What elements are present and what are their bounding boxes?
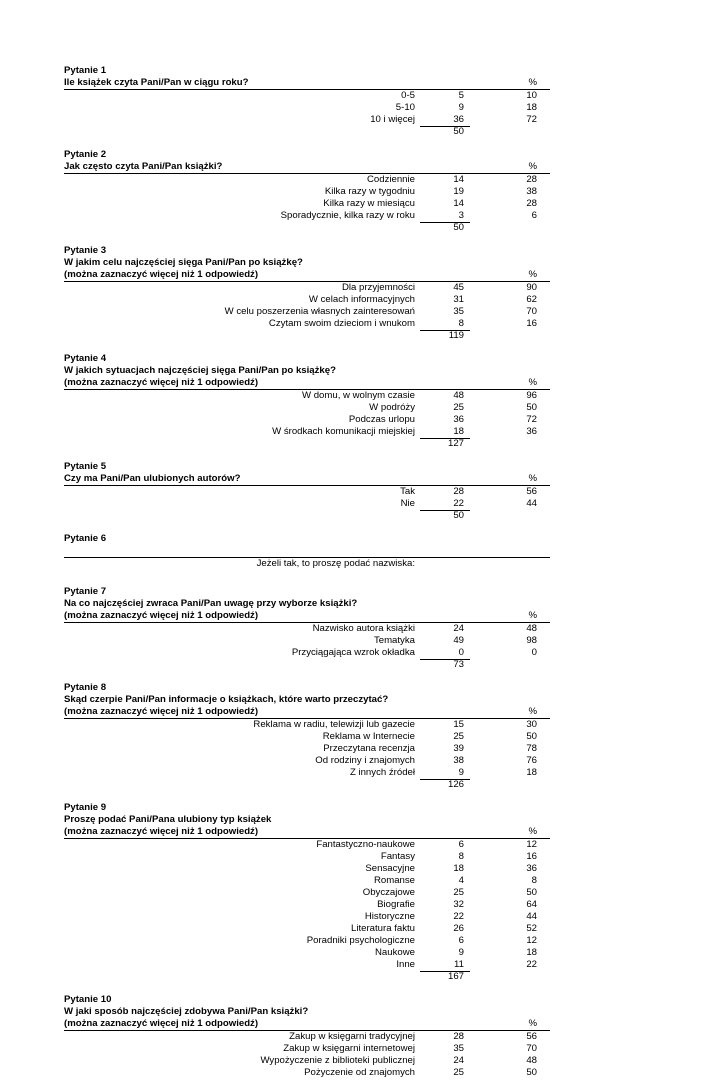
- question-header-row: [64, 473, 550, 486]
- answer-percent: 44: [526, 498, 537, 509]
- answer-row: [64, 498, 550, 510]
- percent-header: %: [528, 77, 537, 88]
- answer-label: Biografie: [377, 899, 415, 910]
- answer-row: [64, 390, 550, 402]
- answer-row: [64, 186, 550, 198]
- answer-percent: 18: [526, 947, 537, 958]
- total-row: [64, 510, 550, 522]
- total-row: [64, 659, 550, 671]
- answer-label: Reklama w Internecie: [322, 731, 415, 742]
- answer-total: 119: [448, 330, 464, 341]
- question-section: [64, 586, 550, 682]
- answer-row: [64, 402, 550, 414]
- total-row: [64, 438, 550, 450]
- answer-count: 32: [453, 899, 464, 910]
- answer-percent: 44: [526, 911, 537, 922]
- answer-label: Przyciągająca wzrok okładka: [291, 647, 415, 658]
- answer-percent: 50: [526, 402, 537, 413]
- answer-count: 9: [458, 767, 464, 778]
- answer-row: [64, 558, 550, 570]
- answer-row: [64, 863, 550, 875]
- answer-label: Nazwisko autora książki: [312, 623, 415, 634]
- answer-percent: 70: [526, 306, 537, 317]
- question-text: (można zaznaczyć więcej niż 1 odpowiedź): [64, 610, 259, 621]
- answer-row: [64, 839, 550, 851]
- question-section: [64, 994, 550, 1090]
- answer-count: 25: [453, 731, 464, 742]
- answer-label: Od rodziny i znajomych: [315, 755, 415, 766]
- question-number: Pytanie 9: [64, 802, 107, 813]
- answer-percent: 48: [526, 1055, 537, 1066]
- question-text: Jak często czyta Pani/Pan książki?: [64, 161, 223, 172]
- answer-total: 126: [447, 779, 464, 790]
- answer-label: Nie: [400, 498, 415, 509]
- answer-count: 0: [458, 647, 464, 658]
- answer-row: [64, 767, 550, 779]
- answer-count: 45: [453, 282, 464, 293]
- answer-total: 167: [447, 971, 464, 982]
- answer-label: Wypożyczenie z biblioteki publicznej: [260, 1055, 415, 1066]
- answer-percent: 22: [526, 959, 537, 970]
- answer-percent: 50: [526, 731, 537, 742]
- answer-percent: 48: [526, 623, 537, 634]
- answer-percent: 56: [526, 1031, 537, 1042]
- answer-label: Sporadycznie, kilka razy w roku: [280, 210, 415, 221]
- answer-percent: 6: [531, 210, 537, 221]
- answer-percent: 36: [526, 863, 537, 874]
- answer-percent: 72: [526, 414, 537, 425]
- answer-percent: 98: [526, 635, 537, 646]
- percent-header: %: [528, 610, 537, 621]
- answer-label: Naukowe: [375, 947, 415, 958]
- answer-count: 6: [458, 839, 464, 850]
- answer-count: 35: [453, 306, 464, 317]
- question-section: [64, 461, 550, 533]
- answer-row: [64, 899, 550, 911]
- answer-row: [64, 947, 550, 959]
- question-header-row: [64, 161, 550, 174]
- question-text: Ile książek czyta Pani/Pan w ciągu roku?: [64, 77, 249, 88]
- answer-percent: 56: [526, 486, 537, 497]
- question-number: Pytanie 8: [64, 682, 107, 693]
- answer-label: Inne: [396, 959, 415, 970]
- percent-header: %: [528, 706, 537, 717]
- answer-percent: 52: [526, 923, 537, 934]
- answer-label: W celu poszerzenia własnych zainteresowań: [224, 306, 415, 317]
- answer-label: W środkach komunikacji miejskiej: [272, 426, 415, 437]
- question-number: Pytanie 10: [64, 994, 112, 1005]
- answer-row: [64, 959, 550, 971]
- answer-label: Jeżeli tak, to proszę podać nazwiska:: [256, 558, 415, 569]
- answer-total: 50: [453, 510, 464, 521]
- answer-row: [64, 318, 550, 330]
- answer-row: [64, 306, 550, 318]
- question-text: W jakim celu najczęściej sięga Pani/Pan po książkę?: [64, 257, 303, 268]
- question-header-row: [64, 545, 550, 558]
- survey-document: [64, 65, 550, 1090]
- answer-percent: 50: [526, 887, 537, 898]
- answer-label: Podczas urlopu: [348, 414, 415, 425]
- answer-label: 10 i więcej: [370, 114, 415, 125]
- answer-label: Literatura faktu: [351, 923, 415, 934]
- question-section: [64, 245, 550, 353]
- answer-label: Kilka razy w tygodniu: [324, 186, 415, 197]
- question-header-row: [64, 826, 550, 839]
- answer-count: 15: [453, 719, 464, 730]
- answer-count: 6: [458, 935, 464, 946]
- question-text: (można zaznaczyć więcej niż 1 odpowiedź): [64, 706, 259, 717]
- answer-label: Zakup w księgarni internetowej: [283, 1043, 415, 1054]
- answer-percent: 70: [526, 1043, 537, 1054]
- question-text: Czy ma Pani/Pan ulubionych autorów?: [64, 473, 241, 484]
- answer-percent: 78: [526, 743, 537, 754]
- answer-count: 5: [458, 90, 464, 101]
- question-number: Pytanie 6: [64, 533, 107, 544]
- answer-row: [64, 647, 550, 659]
- answer-row: [64, 210, 550, 222]
- answer-count: 18: [453, 426, 464, 437]
- answer-count: 48: [453, 390, 464, 401]
- answer-label: Tak: [400, 486, 415, 497]
- answer-percent: 16: [526, 851, 537, 862]
- question-number: Pytanie 1: [64, 65, 107, 76]
- answer-percent: 12: [526, 935, 537, 946]
- answer-label: Dla przyjemności: [341, 282, 415, 293]
- answer-percent: 30: [526, 719, 537, 730]
- answer-count: 24: [453, 1055, 464, 1066]
- answer-label: Pożyczenie od znajomych: [304, 1067, 415, 1078]
- answer-count: 14: [453, 174, 464, 185]
- answer-count: 36: [453, 114, 464, 125]
- answer-row: [64, 1043, 550, 1055]
- answer-label: Kilka razy w miesiącu: [323, 198, 415, 209]
- answer-row: [64, 851, 550, 863]
- answer-row: [64, 755, 550, 767]
- answer-label: Historyczne: [364, 911, 415, 922]
- answer-total: 50: [453, 126, 464, 137]
- answer-label: Tematyka: [373, 635, 415, 646]
- question-number: Pytanie 4: [64, 353, 107, 364]
- answer-label: Obyczajowe: [362, 887, 415, 898]
- answer-row: [64, 635, 550, 647]
- answer-label: Z innych źródeł: [349, 767, 415, 778]
- answer-label: Czytam swoim dzieciom i wnukom: [268, 318, 415, 329]
- answer-percent: 18: [526, 102, 537, 113]
- answer-row: [64, 102, 550, 114]
- question-section: [64, 682, 550, 802]
- answer-label: Poradniki psychologiczne: [306, 935, 415, 946]
- answer-row: [64, 923, 550, 935]
- answer-label: Romanse: [373, 875, 415, 886]
- answer-count: 25: [453, 1067, 464, 1078]
- question-text: Skąd czerpie Pani/Pan informacje o książkach, które warto przeczytać?: [64, 694, 389, 705]
- percent-header: %: [528, 826, 537, 837]
- question-section: [64, 353, 550, 461]
- answer-count: 36: [453, 414, 464, 425]
- answer-row: [64, 174, 550, 186]
- answer-count: 22: [453, 911, 464, 922]
- answer-row: [64, 887, 550, 899]
- answer-label: Fantasy: [380, 851, 415, 862]
- answer-label: Sensacyjne: [365, 863, 415, 874]
- question-header-row: [64, 77, 550, 90]
- question-header-row: [64, 1018, 550, 1031]
- answer-label: W domu, w wolnym czasie: [301, 390, 415, 401]
- percent-header: %: [528, 377, 537, 388]
- total-row: [64, 222, 550, 234]
- answer-label: 5-10: [395, 102, 415, 113]
- answer-label: Fantastyczno-naukowe: [316, 839, 415, 850]
- total-row: [64, 126, 550, 138]
- question-text: Proszę podać Pani/Pana ulubiony typ książek: [64, 814, 272, 825]
- answer-row: [64, 198, 550, 210]
- total-row: [64, 779, 550, 791]
- answer-count: 28: [453, 1031, 464, 1042]
- answer-percent: 16: [526, 318, 537, 329]
- question-text: (można zaznaczyć więcej niż 1 odpowiedź): [64, 377, 259, 388]
- question-number: Pytanie 3: [64, 245, 107, 256]
- answer-total: 50: [453, 222, 464, 233]
- percent-header: %: [528, 161, 537, 172]
- answer-count: 24: [453, 623, 464, 634]
- answer-row: [64, 90, 550, 102]
- answer-label: Przeczytana recenzja: [323, 743, 415, 754]
- answer-percent: 8: [531, 875, 537, 886]
- answer-percent: 18: [526, 767, 537, 778]
- answer-count: 38: [453, 755, 464, 766]
- answer-count: 8: [458, 318, 464, 329]
- percent-header: %: [528, 269, 537, 280]
- answer-percent: 62: [526, 294, 537, 305]
- answer-label: Zakup w księgarni tradycyjnej: [289, 1031, 415, 1042]
- question-header-row: [64, 377, 550, 390]
- answer-count: 19: [453, 186, 464, 197]
- answer-row: [64, 875, 550, 887]
- answer-percent: 90: [526, 282, 537, 293]
- answer-row: [64, 911, 550, 923]
- answer-row: [64, 282, 550, 294]
- question-number: Pytanie 5: [64, 461, 107, 472]
- answer-row: [64, 935, 550, 947]
- answer-count: 18: [453, 863, 464, 874]
- question-header-row: [64, 269, 550, 282]
- question-text: (można zaznaczyć więcej niż 1 odpowiedź): [64, 269, 259, 280]
- answer-label: 0-5: [401, 90, 415, 101]
- answer-count: 11: [454, 959, 464, 970]
- question-section: [64, 533, 550, 586]
- answer-row: [64, 1067, 550, 1079]
- question-number: Pytanie 7: [64, 586, 107, 597]
- answer-count: 22: [453, 498, 464, 509]
- answer-row: [64, 731, 550, 743]
- question-header-row: [64, 706, 550, 719]
- answer-percent: 38: [526, 186, 537, 197]
- total-row: [64, 971, 550, 983]
- percent-header: %: [528, 473, 537, 484]
- total-row: [64, 330, 550, 342]
- answer-count: 8: [458, 851, 464, 862]
- answer-percent: 10: [526, 90, 537, 101]
- answer-row: [64, 743, 550, 755]
- answer-percent: 36: [526, 426, 537, 437]
- question-text: (można zaznaczyć więcej niż 1 odpowiedź): [64, 826, 259, 837]
- answer-count: 14: [453, 198, 464, 209]
- question-section: [64, 802, 550, 994]
- answer-percent: 96: [526, 390, 537, 401]
- question-section: [64, 65, 550, 149]
- answer-label: W celach informacyjnych: [308, 294, 415, 305]
- answer-row: [64, 294, 550, 306]
- answer-row: [64, 1031, 550, 1043]
- answer-count: 28: [453, 486, 464, 497]
- answer-count: 25: [453, 402, 464, 413]
- answer-percent: 12: [526, 839, 537, 850]
- answer-count: 25: [453, 887, 464, 898]
- question-header-row: [64, 610, 550, 623]
- answer-row: [64, 719, 550, 731]
- answer-percent: 50: [526, 1067, 537, 1078]
- answer-count: 26: [453, 923, 464, 934]
- answer-row: [64, 1055, 550, 1067]
- answer-percent: 64: [526, 899, 537, 910]
- answer-row: [64, 426, 550, 438]
- answer-total: 127: [447, 438, 464, 449]
- answer-count: 49: [453, 635, 464, 646]
- answer-count: 9: [458, 947, 464, 958]
- question-text: W jakich sytuacjach najczęściej sięga Pani/Pan po książkę?: [64, 365, 336, 376]
- answer-percent: 0: [531, 647, 537, 658]
- answer-row: [64, 414, 550, 426]
- answer-row: [64, 623, 550, 635]
- answer-count: 4: [458, 875, 464, 886]
- answer-row: [64, 486, 550, 498]
- question-text: (można zaznaczyć więcej niż 1 odpowiedź): [64, 1018, 259, 1029]
- answer-percent: 28: [526, 174, 537, 185]
- question-section: [64, 149, 550, 245]
- answer-label: W podróży: [369, 402, 415, 413]
- answer-label: Codziennie: [366, 174, 415, 185]
- question-text: Na co najczęściej zwraca Pani/Pan uwagę przy wyborze książki?: [64, 598, 358, 609]
- answer-percent: 76: [526, 755, 537, 766]
- answer-percent: 72: [526, 114, 537, 125]
- answer-total: 73: [453, 659, 464, 670]
- answer-count: 3: [458, 210, 464, 221]
- answer-count: 31: [453, 294, 464, 305]
- answer-row: [64, 114, 550, 126]
- answer-count: 9: [458, 102, 464, 113]
- answer-percent: 28: [526, 198, 537, 209]
- question-text: W jaki sposób najczęściej zdobywa Pani/Pan książki?: [64, 1006, 309, 1017]
- answer-count: 35: [453, 1043, 464, 1054]
- answer-label: Reklama w radiu, telewizji lub gazecie: [253, 719, 415, 730]
- answer-count: 39: [453, 743, 464, 754]
- percent-header: %: [528, 1018, 537, 1029]
- question-number: Pytanie 2: [64, 149, 107, 160]
